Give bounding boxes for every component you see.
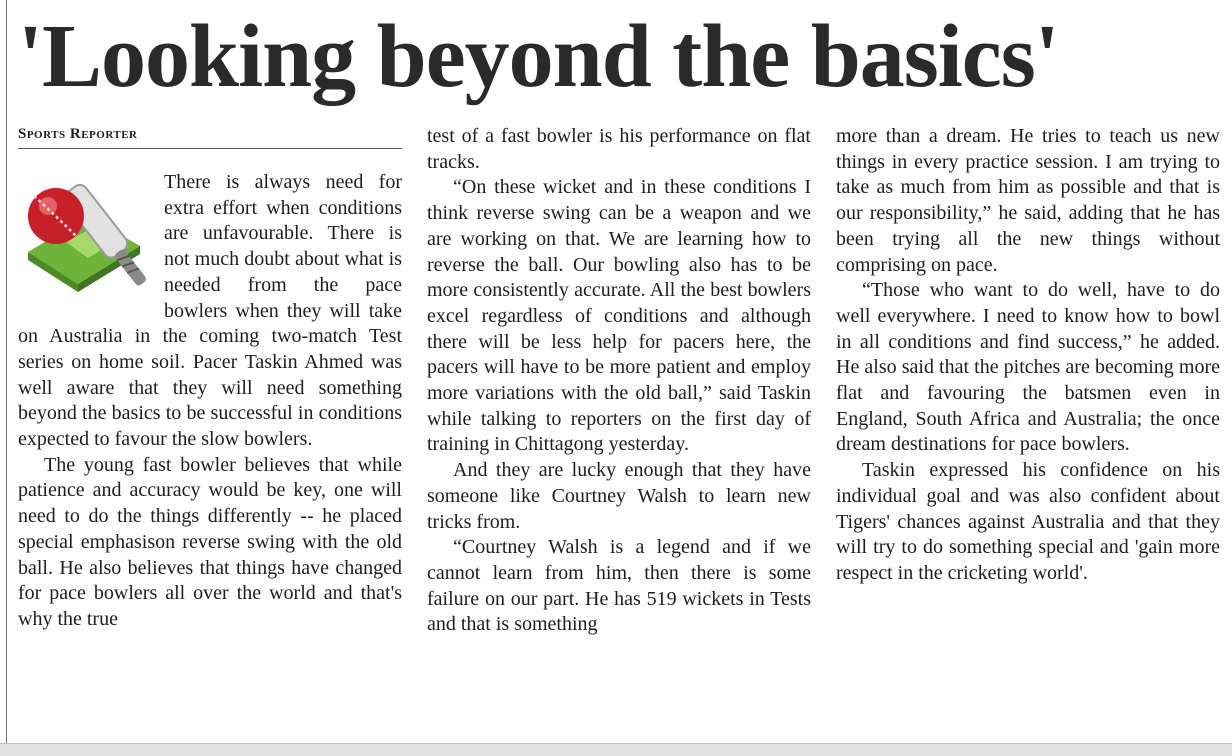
article-column-2 xyxy=(427,124,811,638)
paragraph-7: Taskin expressed his confidence on his individual goal and was also confident about Tigers' chances against Australia and that they will try to do something special and 'gain more respect in the cricketing world'. xyxy=(836,459,1220,584)
left-column-rule xyxy=(6,0,7,755)
paragraph-3: “On these wicket and in these conditions I think reverse swing can be a weapon and we are working on that. We are learning how to reverse the ball. Our bowling also has to be more consistently accurate. All the best bowlers excel regardless of conditions and although there will be less help for pacers here, the pacers will have to be more patient and employ more variations with the old ball,” said Taskin while talking to reporters on the first day of training in Chittagong yesterday. xyxy=(427,176,811,456)
paragraph-4: And they are lucky enough that they have someone like Courtney Walsh to learn new tricks from. xyxy=(427,459,811,533)
paragraph-6: “Those who want to do well, have to do well everywhere. I need to know how to bowl in all conditions and find success,” he added. He also said that the pitches are becoming more flat and favouring the batsmen even in England, South Africa and Australia; the once dream destinations for pace bowlers. xyxy=(836,279,1220,456)
paragraph-5-start: “Courtney Walsh is a legend and if we cannot learn from him, then there is some failure on our part. He has 519 wickets in Tests and that is something xyxy=(427,536,811,636)
paragraph-2-end: test of a fast bowler is his performance on flat tracks. xyxy=(427,125,811,173)
article-column-3 xyxy=(836,124,1220,587)
article-column-1 xyxy=(18,170,402,633)
headline: 'Looking beyond the basics' xyxy=(18,7,1059,106)
paragraph-1: There is always need for extra effort when conditions are unfavourable. There is not much doubt about what is needed from the pace bowlers when they will take on Australia in the coming two-match Test series on home soil. Pacer Taskin Ahmed was well aware that they will need something beyond the basics to be successful in conditions expected to favour the slow bowlers. xyxy=(18,171,402,451)
cricket-ball-bat-icon xyxy=(18,172,154,306)
paragraph-5-end: more than a dream. He tries to teach us new things in every practice session. I am trying to take as much from him as possible and that is our responsibility,” he said, adding that he has been trying all the new things without comprising on pace. xyxy=(836,125,1220,276)
byline: Sports Reporter xyxy=(18,126,402,149)
bottom-divider xyxy=(0,743,1232,756)
paragraph-2-start: The young fast bowler believes that while patience and accuracy would be key, one will need to do the things differently -- he placed special emphasison reverse swing with the old ball. He also believes that things have changed for pace bowlers all over the world and that's why the true xyxy=(18,453,402,630)
